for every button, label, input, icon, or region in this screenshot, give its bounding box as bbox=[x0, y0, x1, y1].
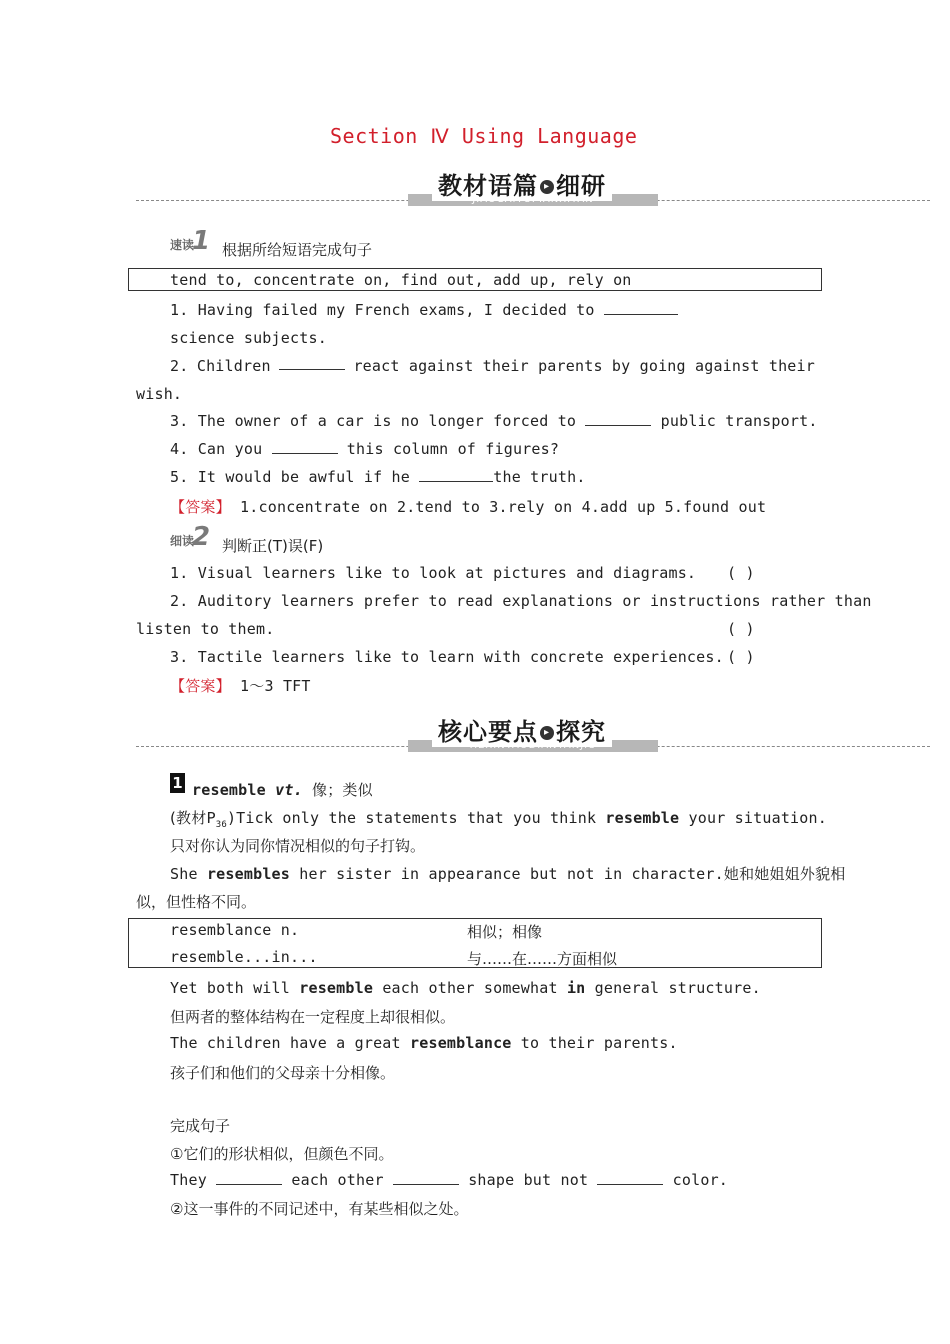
phrase-list: tend to, concentrate on, find out, add up, rely on bbox=[170, 271, 632, 289]
keyword: resemble bbox=[299, 979, 374, 997]
headword-meaning: 像；类似 bbox=[312, 781, 373, 799]
banner-title-sub: 细研 bbox=[556, 172, 606, 200]
tf-item-2-cont: listen to them. bbox=[136, 620, 275, 638]
answer-blank bbox=[597, 1172, 663, 1185]
item-text: Visual learners like to look at pictures and diagrams. bbox=[197, 564, 697, 582]
exercise-text: They bbox=[170, 1171, 207, 1189]
phrase-box bbox=[128, 268, 822, 291]
tf-paren-2: ( ) bbox=[727, 620, 755, 638]
item-text: the truth. bbox=[493, 468, 586, 486]
step-mark-1 bbox=[170, 226, 210, 256]
keyword: resemblance bbox=[410, 1034, 512, 1052]
example-text: general structure. bbox=[585, 979, 761, 997]
complete-sentences-label: 完成句子 bbox=[170, 1117, 231, 1135]
answer-blank bbox=[585, 413, 651, 426]
fill-item-4 bbox=[170, 440, 559, 458]
answer-blank bbox=[419, 469, 493, 482]
item-number: 3. bbox=[170, 412, 189, 430]
fill-item-3 bbox=[170, 412, 818, 430]
keyword: resembles bbox=[206, 865, 291, 883]
point-number-badge: 1 bbox=[170, 773, 185, 793]
derivative-table bbox=[128, 918, 822, 968]
exercise-text: shape but not bbox=[468, 1171, 589, 1189]
example-text: each other somewhat bbox=[373, 979, 567, 997]
item-number: 2. bbox=[170, 592, 189, 610]
answer-row-2 bbox=[170, 675, 311, 696]
example-3-translation: 但两者的整体结构在一定程度上却很相似。 bbox=[170, 1008, 456, 1026]
answer-blank bbox=[272, 441, 338, 454]
banner-title-main: 教材语篇 bbox=[438, 172, 538, 200]
part-of-speech: vt. bbox=[275, 781, 303, 799]
item-text: Can you bbox=[197, 440, 263, 458]
fill-item-5 bbox=[170, 468, 586, 486]
example-text: her sister in appearance but not in character. bbox=[290, 865, 724, 883]
section-banner-textbook bbox=[136, 166, 930, 206]
item-text: react against their parents by going against their bbox=[353, 357, 815, 375]
step-instruction: 判断正(T)误(F) bbox=[222, 537, 324, 555]
example-text: Yet both will bbox=[170, 979, 300, 997]
exercise-1-prompt: ①它们的形状相似，但颜色不同。 bbox=[170, 1145, 394, 1163]
answer-blank bbox=[604, 302, 678, 315]
arrow-circle-icon: ▸ bbox=[540, 726, 554, 740]
item-text: It would be awful if he bbox=[197, 468, 411, 486]
example-text: The children have a great bbox=[170, 1034, 410, 1052]
table-cell-cn: 相似；相像 bbox=[467, 923, 543, 941]
item-text: Children bbox=[196, 357, 271, 375]
item-text: Tactile learners like to learn with concrete experiences. bbox=[197, 648, 724, 666]
item-number: 1. bbox=[170, 301, 189, 319]
banner-title-sub: 探究 bbox=[556, 718, 606, 746]
exercise-text: each other bbox=[291, 1171, 384, 1189]
source-ref: (教材P bbox=[170, 809, 216, 827]
item-text: this column of figures? bbox=[346, 440, 560, 458]
exercise-text: color. bbox=[672, 1171, 729, 1189]
table-cell-en: resemblance n. bbox=[170, 921, 300, 939]
banner-title bbox=[432, 712, 612, 747]
headword: resemble bbox=[192, 781, 266, 799]
example-text: She bbox=[170, 865, 207, 883]
item-number: 4. bbox=[170, 440, 189, 458]
example-3 bbox=[170, 979, 761, 997]
tf-item-1 bbox=[170, 564, 696, 582]
fill-item-2 bbox=[170, 357, 815, 375]
arrow-circle-icon: ▸ bbox=[540, 180, 554, 194]
fill-item-1 bbox=[170, 301, 678, 319]
fill-item-2-cont: wish. bbox=[136, 385, 183, 403]
item-text: Having failed my French exams, I decided to bbox=[197, 301, 595, 319]
answer-blank bbox=[279, 357, 345, 370]
answer-row-1 bbox=[170, 496, 766, 517]
item-number: 1. bbox=[170, 564, 189, 582]
source-page: 36 bbox=[215, 820, 227, 830]
answer-label: 【答案】 bbox=[170, 677, 231, 695]
step-mark-label: 速读 bbox=[170, 238, 195, 252]
keyword: resemble bbox=[605, 809, 680, 827]
exercise-1 bbox=[170, 1171, 728, 1189]
step-mark-number: 1 bbox=[192, 226, 211, 256]
point-headword bbox=[192, 779, 373, 800]
example-translation: 她和她姐姐外貌相 bbox=[723, 865, 846, 883]
item-number: 3. bbox=[170, 648, 189, 666]
table-cell-en: resemble...in... bbox=[170, 948, 318, 966]
banner-title-main: 核心要点 bbox=[438, 718, 538, 746]
item-number: 2. bbox=[170, 357, 189, 375]
answer-text: 1～3 TFT bbox=[240, 677, 311, 695]
tf-item-2 bbox=[170, 592, 872, 610]
example-2 bbox=[170, 863, 845, 884]
step-instruction: 根据所给短语完成句子 bbox=[222, 241, 373, 259]
answer-blank bbox=[393, 1172, 459, 1185]
tf-paren-3: ( ) bbox=[727, 648, 755, 666]
answer-text: 1.concentrate on 2.tend to 3.rely on 4.add up 5.found out bbox=[240, 498, 767, 516]
step-mark-2 bbox=[170, 522, 210, 552]
item-text: public transport. bbox=[660, 412, 818, 430]
fill-item-1-cont: science subjects. bbox=[170, 329, 327, 347]
tf-item-3 bbox=[170, 648, 724, 666]
example-text: your situation. bbox=[679, 809, 827, 827]
example-1 bbox=[170, 807, 827, 830]
section-banner-core bbox=[136, 712, 930, 752]
exercise-2-prompt: ②这一事件的不同记述中，有某些相似之处。 bbox=[170, 1200, 469, 1218]
example-text: )Tick only the statements that you think bbox=[226, 809, 606, 827]
example-4-translation: 孩子们和他们的父母亲十分相像。 bbox=[170, 1064, 396, 1082]
item-text: The owner of a car is no longer forced to bbox=[197, 412, 577, 430]
example-4 bbox=[170, 1034, 678, 1052]
banner-title bbox=[432, 166, 612, 201]
tf-paren-1: ( ) bbox=[727, 564, 755, 582]
page-title: Section Ⅳ Using Language bbox=[330, 124, 638, 148]
example-text: to their parents. bbox=[511, 1034, 678, 1052]
answer-blank bbox=[216, 1172, 282, 1185]
item-text: Auditory learners prefer to read explanations or instructions rather than bbox=[197, 592, 872, 610]
item-number: 5. bbox=[170, 468, 189, 486]
example-1-translation: 只对你认为同你情况相似的句子打钩。 bbox=[170, 837, 426, 855]
table-cell-cn: 与……在……方面相似 bbox=[467, 950, 618, 968]
example-2-translation-cont: 似，但性格不同。 bbox=[136, 893, 257, 911]
keyword: in bbox=[566, 979, 586, 997]
step-mark-label: 细读 bbox=[170, 534, 195, 548]
answer-label: 【答案】 bbox=[170, 498, 231, 516]
step-mark-number: 2 bbox=[192, 522, 211, 552]
